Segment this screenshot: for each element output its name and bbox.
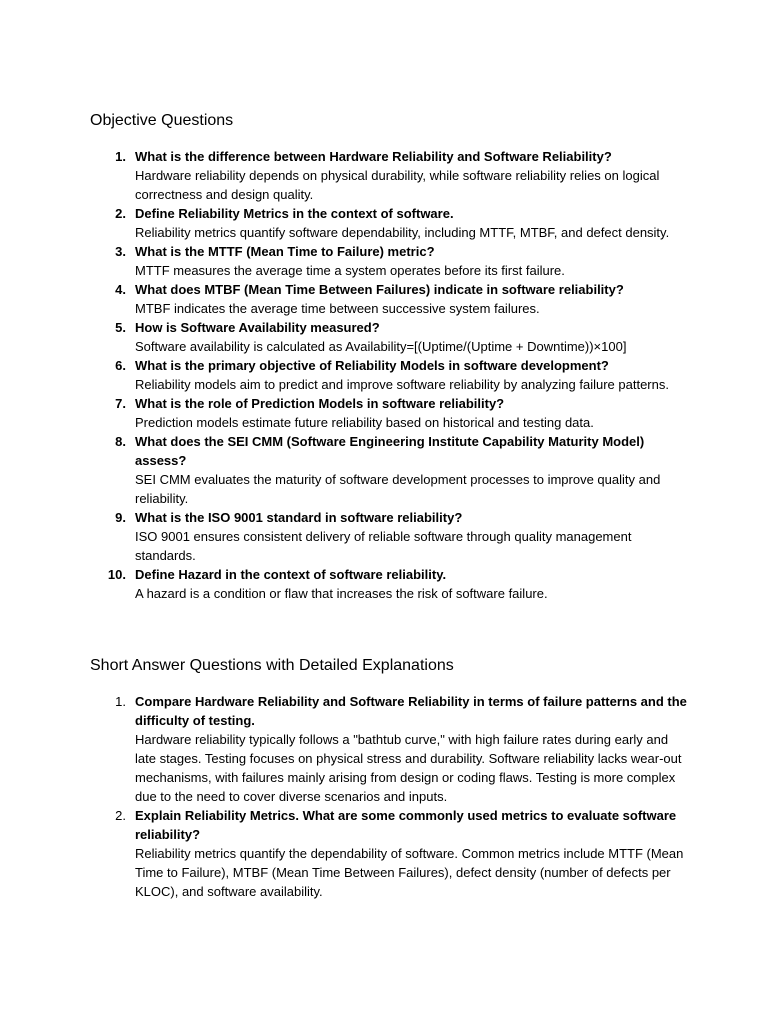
list-item	[90, 280, 690, 318]
item-number: 4.	[115, 282, 126, 297]
question-text: What does the SEI CMM (Software Engineering Institute Capability Maturity Model) assess?	[135, 434, 645, 468]
question-text: Compare Hardware Reliability and Software Reliability in terms of failure patterns and the difficulty of testing.	[135, 694, 687, 728]
list-item	[90, 692, 690, 806]
item-number: 1.	[115, 694, 126, 709]
item-number: 2.	[115, 206, 126, 221]
item-number: 6.	[115, 358, 126, 373]
answer-text: SEI CMM evaluates the maturity of software development processes to improve quality and reliability.	[135, 472, 661, 506]
list-item	[90, 508, 690, 565]
answer-text: MTBF indicates the average time between successive system failures.	[135, 301, 540, 316]
question-text: What is the MTTF (Mean Time to Failure) metric?	[135, 244, 435, 259]
question-text: What does MTBF (Mean Time Between Failures) indicate in software reliability?	[135, 282, 624, 297]
answer-text: Reliability models aim to predict and improve software reliability by analyzing failure patterns.	[135, 377, 669, 392]
item-number: 8.	[115, 434, 126, 449]
answer-text: A hazard is a condition or flaw that increases the risk of software failure.	[135, 586, 548, 601]
list-item	[90, 356, 690, 394]
item-number: 5.	[115, 320, 126, 335]
list-item	[90, 565, 690, 603]
question-text: What is the role of Prediction Models in software reliability?	[135, 396, 505, 411]
answer-text: ISO 9001 ensures consistent delivery of reliable software through quality management standards.	[135, 529, 632, 563]
list-item	[90, 242, 690, 280]
section-heading-short-answer: Short Answer Questions with Detailed Explanations	[90, 657, 454, 674]
question-text: Explain Reliability Metrics. What are some commonly used metrics to evaluate software reliability?	[135, 808, 677, 842]
answer-text: MTTF measures the average time a system operates before its first failure.	[135, 263, 565, 278]
item-number: 3.	[115, 244, 126, 259]
list-item	[90, 147, 690, 204]
list-item	[90, 432, 690, 508]
answer-text: Hardware reliability typically follows a "bathtub curve," with high failure rates during early and late stages. Testing focuses on physical stress and durability. Software reliability lacks wear-out mechanisms, with failures mainly arising from design or coding flaws. Testing is more complex due to the need to cover diverse scenarios and inputs.	[135, 732, 682, 804]
answer-text: Reliability metrics quantify the dependability of software. Common metrics include MTTF (Mean Time to Failure), MTBF (Mean Time Between Failures), defect density (number of defects per KLOC), and software availability.	[135, 846, 684, 899]
section-heading-objective: Objective Questions	[90, 112, 234, 129]
answer-text: Software availability is calculated as Availability=[(Uptime/(Uptime + Downtime))×100]	[135, 339, 627, 354]
question-text: What is the difference between Hardware Reliability and Software Reliability?	[135, 149, 612, 164]
short-answer-questions-list	[90, 692, 690, 901]
list-item	[90, 394, 690, 432]
item-number: 9.	[115, 510, 126, 525]
answer-text: Prediction models estimate future reliability based on historical and testing data.	[135, 415, 594, 430]
question-text: What is the primary objective of Reliability Models in software development?	[135, 358, 609, 373]
question-text: What is the ISO 9001 standard in software reliability?	[135, 510, 463, 525]
question-text: Define Reliability Metrics in the context of software.	[135, 206, 454, 221]
objective-questions-list	[90, 147, 690, 603]
question-text: Define Hazard in the context of software reliability.	[135, 567, 447, 582]
list-item	[90, 806, 690, 901]
question-text: How is Software Availability measured?	[135, 320, 380, 335]
item-number: 10.	[107, 567, 126, 582]
item-number: 1.	[115, 149, 126, 164]
item-number: 7.	[115, 396, 126, 411]
list-item	[90, 204, 690, 242]
answer-text: Hardware reliability depends on physical durability, while software reliability relies on logical correctness and design quality.	[135, 168, 660, 202]
list-item	[90, 318, 690, 356]
answer-text: Reliability metrics quantify software dependability, including MTTF, MTBF, and defect density.	[135, 225, 670, 240]
item-number: 2.	[115, 808, 126, 823]
